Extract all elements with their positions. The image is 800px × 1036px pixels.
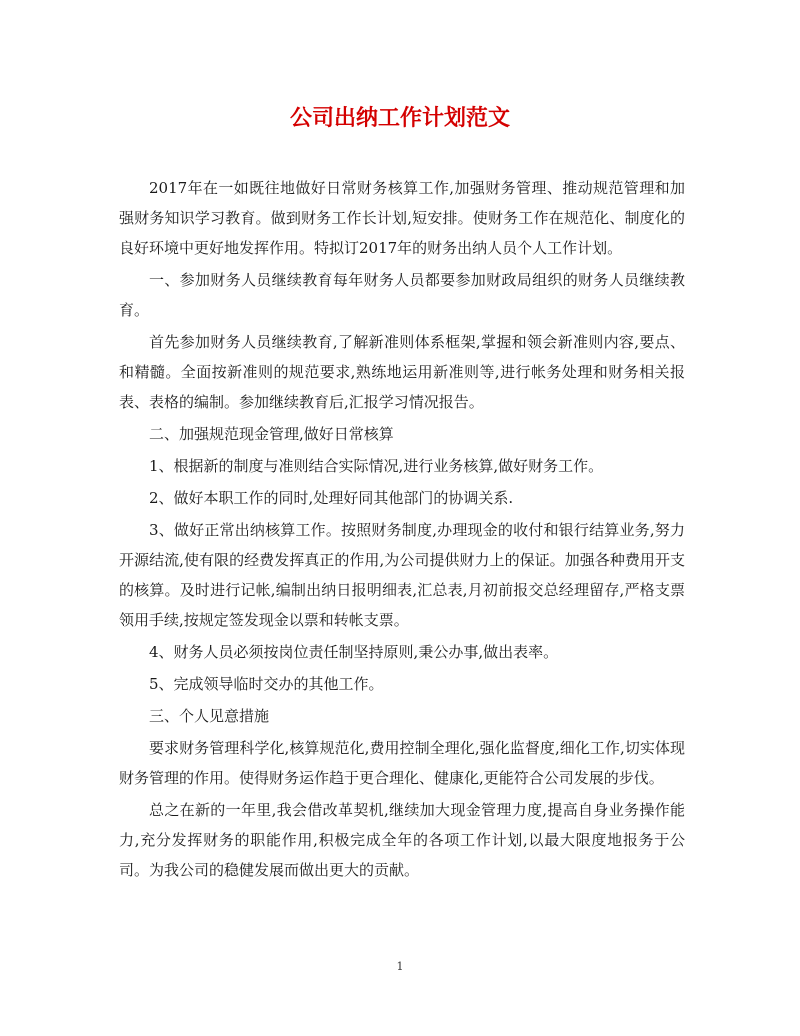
- paragraph-intro: 2017年在一如既往地做好日常财务核算工作,加强财务管理、推动规范管理和加强财务知识学习教育。做到财务工作长计划,短安排。使财务工作在规范化、制度化的良好环境中更好地发挥作用。特拟订2017年的财务出纳人员个人工作计划。: [119, 179, 685, 257]
- paragraph-section-1-heading: 一、参加财务人员继续教育每年财务人员都要参加财政局组织的财务人员继续教育。: [119, 271, 685, 319]
- paragraph-section-2-heading: 二、加强规范现金管理,做好日常核算: [149, 425, 394, 443]
- paragraph-item-2: 2、做好本职工作的同时,处理好同其他部门的协调关系.: [149, 489, 514, 507]
- paragraph-section-3-body: 要求财务管理科学化,核算规范化,费用控制全理化,强化监督度,细化工作,切实体现财务管理的作用。使得财务运作趋于更合理化、健康化,更能符合公司发展的步伐。: [119, 739, 685, 787]
- paragraph-section-1-body: 首先参加财务人员继续教育,了解新准则体系框架,掌握和领会新准则内容,要点、和精髓。全面按新准则的规范要求,熟练地运用新准则等,进行帐务处理和财务相关报表、表格的编制。参加继续教育后,汇报学习情况报告。: [119, 333, 685, 411]
- document-title: 公司出纳工作计划范文: [289, 105, 510, 131]
- document-body: [119, 173, 685, 887]
- paragraph-item-3: 3、做好正常出纳核算工作。按照财务制度,办理现金的收付和银行结算业务,努力开源结流,使有限的经费发挥真正的作用,为公司提供财力上的保证。加强各种费用开支的核算。及时进行记帐,编制出纳日报明细表,汇总表,月初前报交总经理留存,严格支票领用手续,按规定签发现金以票和转帐支票。: [119, 521, 685, 629]
- page-number: 1: [396, 960, 404, 973]
- paragraph-section-3-heading: 三、个人见意措施: [149, 707, 270, 725]
- paragraph-item-4: 4、财务人员必须按岗位责任制坚持原则,秉公办事,做出表率。: [149, 643, 559, 661]
- paragraph-item-1: 1、根据新的制度与准则结合实际情况,进行业务核算,做好财务工作。: [149, 457, 604, 475]
- paragraph-item-5: 5、完成领导临时交办的其他工作。: [149, 675, 384, 693]
- paragraph-conclusion: 总之在新的一年里,我会借改革契机,继续加大现金管理力度,提高自身业务操作能力,充分发挥财务的职能作用,积极完成全年的各项工作计划,以最大限度地报务于公司。为我公司的稳健发展而做出更大的贡献。: [119, 801, 685, 879]
